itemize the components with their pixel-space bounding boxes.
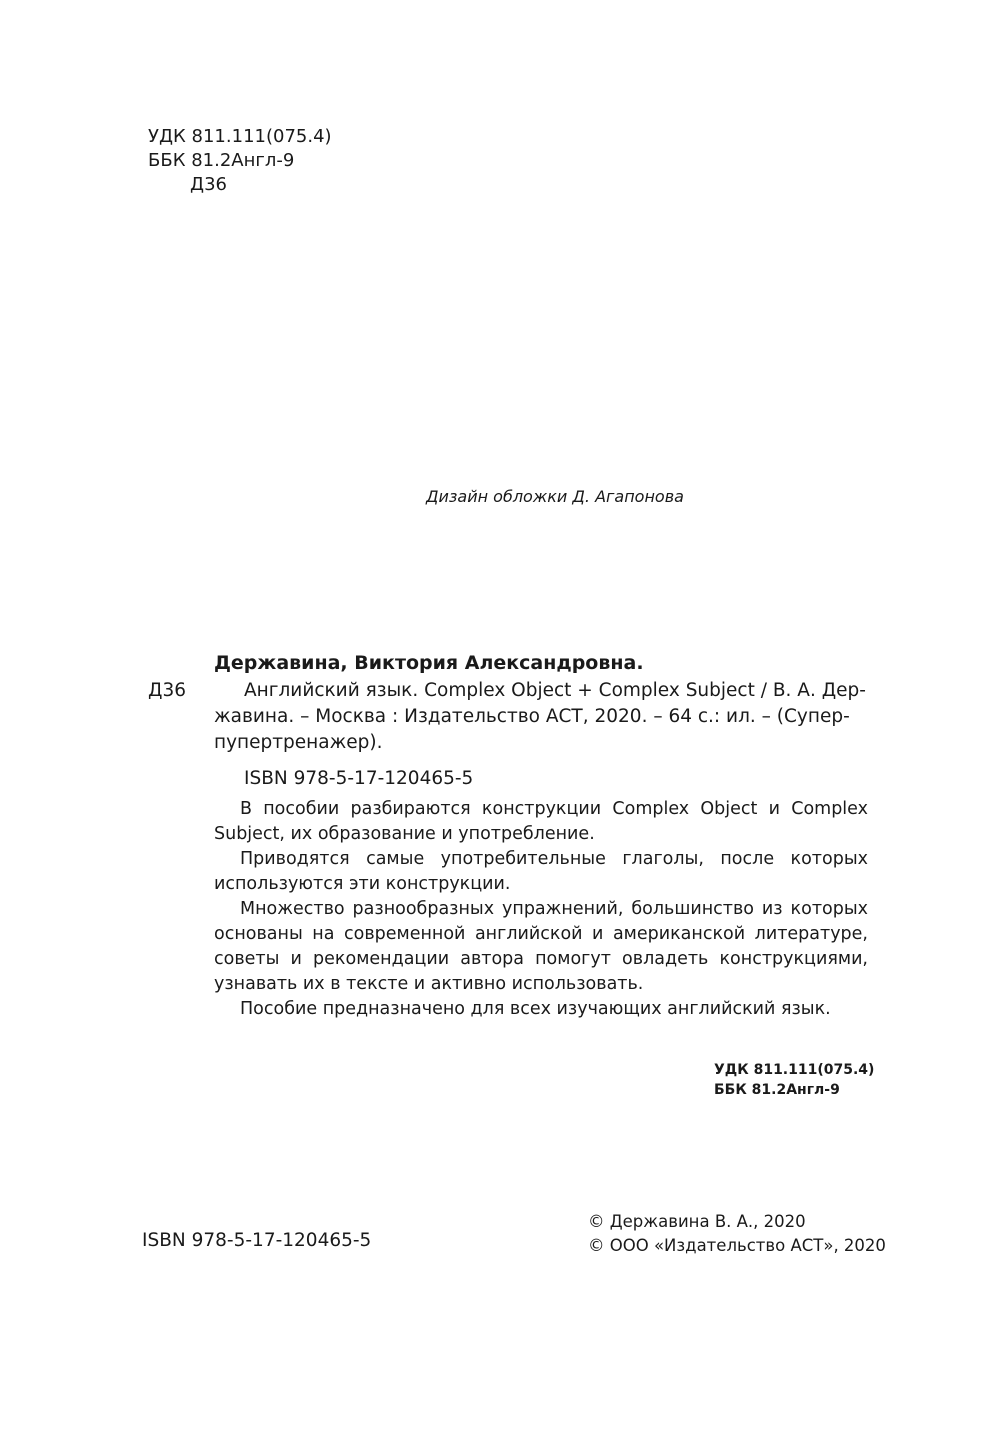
bbk-code-bold: ББК 81.2Англ-9	[714, 1082, 840, 1098]
annotation-paragraph: Множество разнообразных упражнений, большинство из которых основаны на современной английской и американской литературе, советы и рекомендации автора помогут овладеть конструкциями, узнавать их в тексте и активно использовать.	[214, 899, 868, 994]
udk-code: УДК 811.111(075.4)	[148, 126, 332, 147]
description-line: жавина. – Москва : Издательство АСТ, 2020. – 64 с.: ил. – (Супер-	[214, 706, 850, 727]
record-description	[214, 678, 868, 756]
annotation-paragraph: Пособие предназначено для всех изучающих английский язык.	[240, 999, 831, 1019]
annotation-paragraph: Приводятся самые употребительные глаголы, после которых используются эти конструкции.	[214, 849, 868, 894]
record-author-mark: Д36	[148, 680, 186, 701]
description-line: Английский язык. Complex Object + Complex Subject / В. А. Дер-	[244, 680, 866, 701]
description-line: пупертренажер).	[214, 732, 383, 753]
record-isbn: ISBN 978-5-17-120465-5	[244, 768, 474, 789]
author-mark: Д36	[190, 174, 227, 195]
copyright-publisher: © ООО «Издательство АСТ», 2020	[588, 1236, 886, 1255]
udk-code-bold: УДК 811.111(075.4)	[714, 1062, 875, 1078]
top-classification-codes	[148, 125, 332, 197]
copyright-block	[588, 1210, 886, 1258]
annotation	[214, 797, 868, 1022]
annotation-paragraph: В пособии разбираются конструкции Complex Object и Complex Subject, их образование и употребление.	[214, 799, 868, 844]
copyright-author: © Державина В. А., 2020	[588, 1212, 806, 1231]
bbk-code: ББК 81.2Англ-9	[148, 150, 295, 171]
cover-design-credit: Дизайн обложки Д. Агапонова	[426, 487, 684, 506]
record-author: Державина, Виктория Александровна.	[214, 652, 644, 674]
footer-isbn: ISBN 978-5-17-120465-5	[142, 1230, 372, 1251]
right-classification-codes	[714, 1060, 874, 1100]
